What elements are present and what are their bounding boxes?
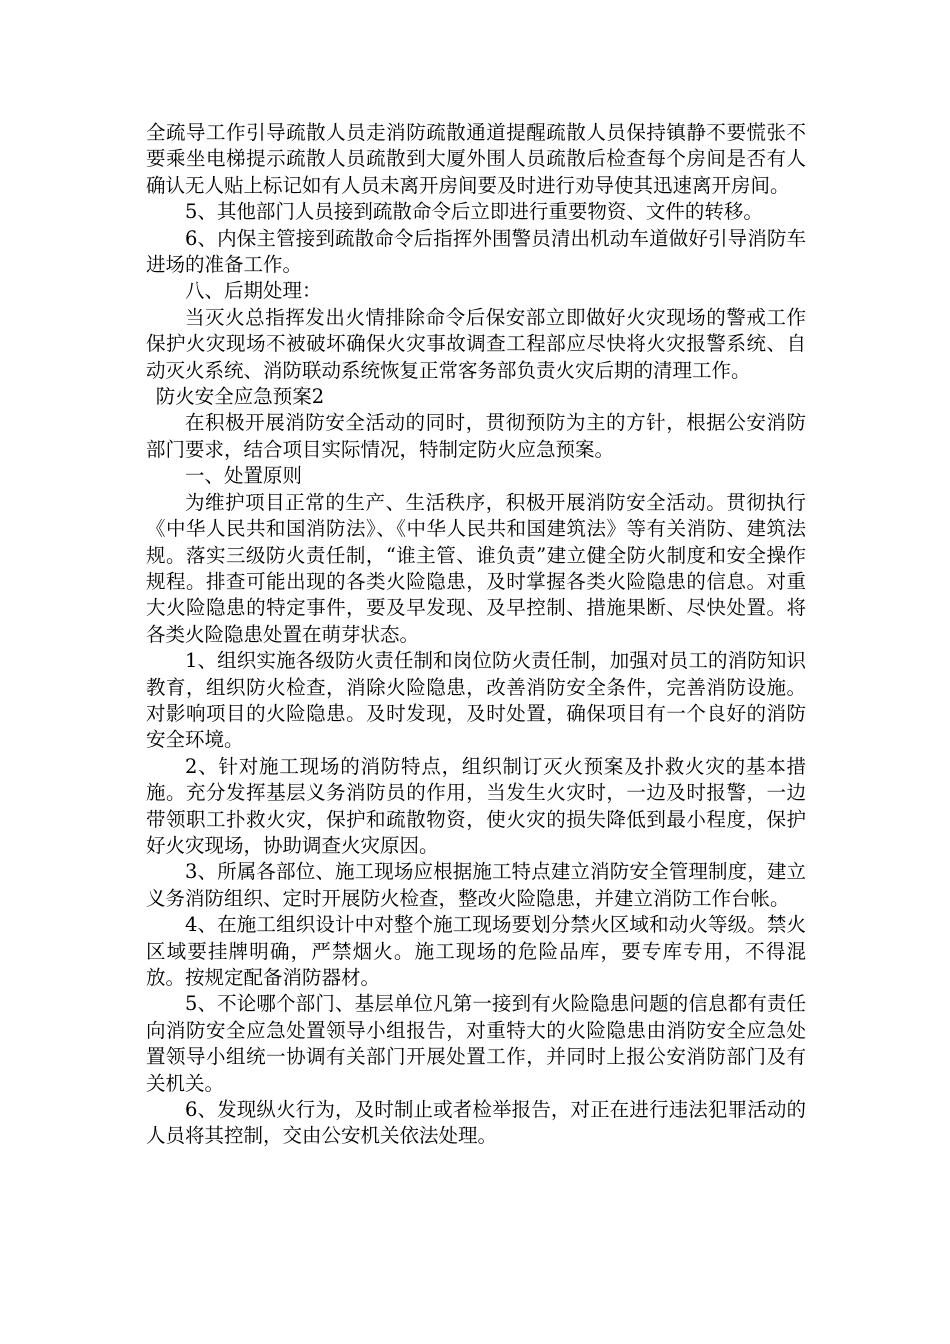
paragraph-item-5-evacuation: 5、其他部门人员接到疏散命令后立即进行重要物资、文件的转移。 bbox=[185, 200, 763, 224]
paragraph-item-4: 4、在施工组织设计中对整个施工现场要划分禁火区域和动火等级。禁火区域要挂牌明确，严禁烟火。施工现场的危险品库，要专库专用，不得混放。按规定配备消防器材。 bbox=[146, 913, 806, 989]
document-page bbox=[146, 120, 806, 1150]
paragraph-item-1: 1、组织实施各级防火责任制和岗位防火责任制，加强对员工的消防知识教育，组织防火检查，消除火险隐患，改善消防安全条件，完善消防设施。对影响项目的火险隐患。及时发现，及时处置，确保项目有一个良好的消防安全环境。 bbox=[146, 649, 806, 752]
paragraph-continuation: 全疏导工作引导疏散人员走消防疏散通道提醒疏散人员保持镇静不要慌张不要乘坐电梯提示疏散人员疏散到大厦外围人员疏散后检查每个房间是否有人确认无人贴上标记如有人员未离开房间要及时进行劝导使其迅速离开房间。 bbox=[146, 121, 806, 197]
document-title-plan-2: 防火安全应急预案2 bbox=[155, 385, 325, 409]
paragraph-aftermath: 当灭火总指挥发出火情排除命令后保安部立即做好火灾现场的警戒工作保护火灾现场不被破坏确保火灾事故调查工程部应尽快将火灾报警系统、自动灭火系统、消防联动系统恢复正常客务部负责火灾后期的清理工作。 bbox=[146, 305, 806, 382]
section-heading-aftermath: 八、后期处理： bbox=[185, 279, 322, 303]
paragraph-item-5: 5、不论哪个部门、基层单位凡第一接到有火险隐患问题的信息都有责任向消防安全应急处置领导小组报告，对重特大的火险隐患由消防安全应急处置领导小组统一协调有关部门开展处置工作，并同时上报公安消防部门及有关机关。 bbox=[146, 992, 806, 1095]
paragraph-item-6-evacuation: 6、内保主管接到疏散命令后指挥外围警员清出机动车道做好引导消防车进场的准备工作。 bbox=[146, 226, 806, 277]
paragraph-item-3: 3、所属各部位、施工现场应根据施工特点建立消防安全管理制度，建立义务消防组织、定时开展防火检查，整改火险隐患，并建立消防工作台帐。 bbox=[146, 860, 806, 910]
section-heading-principles: 一、处置原则 bbox=[185, 464, 303, 488]
paragraph-item-6: 6、发现纵火行为，及时制止或者检举报告，对正在进行违法犯罪活动的人员将其控制，交由公安机关依法处理。 bbox=[146, 1098, 806, 1148]
paragraph-item-2: 2、针对施工现场的消防特点，组织制订灭火预案及扑救火灾的基本措施。充分发挥基层义务消防员的作用，当发生火灾时，一边及时报警，一边带领职工扑救火灾，保护和疏散物资，使火灾的损失降低到最小程度，保护好火灾现场，协助调查火灾原因。 bbox=[146, 754, 806, 857]
paragraph-principles: 为维护项目正常的生产、生活秩序，积极开展消防安全活动。贯彻执行《中华人民共和国消防法》、《中华人民共和国建筑法》等有关消防、建筑法规。落实三级防火责任制，“谁主管、谁负责”建立健全防火制度和安全操作规程。排查可能出现的各类火险隐患，及时掌握各类火险隐患的信息。对重大火险隐患的特定事件，要及早发现、及早控制、措施果断、尽快处置。将各类火险隐患处置在萌芽状态。 bbox=[146, 490, 806, 646]
paragraph-intro: 在积极开展消防安全活动的同时，贯彻预防为主的方针，根据公安消防部门要求，结合项目实际情况，特制定防火应急预案。 bbox=[146, 411, 806, 461]
